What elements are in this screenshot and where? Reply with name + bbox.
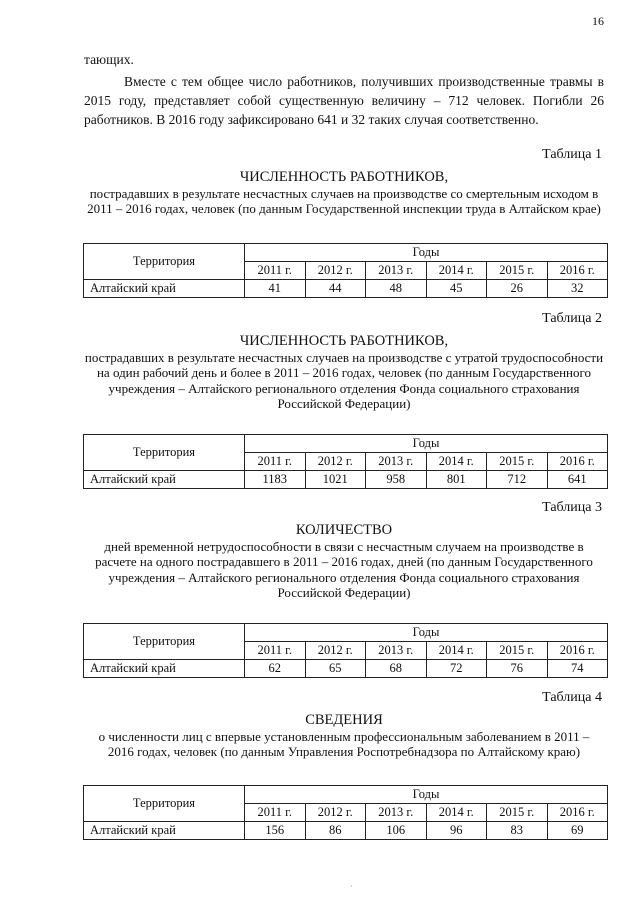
table-4 [83, 785, 608, 840]
year-header: 2015 г. [487, 453, 548, 471]
table-cell: 72 [426, 660, 487, 678]
table-cell: 76 [487, 660, 548, 678]
row-label: Алтайский край [84, 660, 245, 678]
table-cell: 45 [426, 280, 487, 298]
table-3-heading [84, 523, 604, 601]
year-header: 2015 г. [487, 262, 548, 280]
table-cell: 69 [547, 822, 608, 840]
table-1-heading [84, 170, 604, 217]
year-header: 2012 г. [305, 262, 366, 280]
table-4-territory-header: Территория [84, 786, 245, 822]
year-header: 2011 г. [245, 453, 306, 471]
table-4-label: Таблица 4 [542, 690, 602, 705]
table-cell: 83 [487, 822, 548, 840]
table-cell: 958 [366, 471, 427, 489]
table-cell: 32 [547, 280, 608, 298]
year-header: 2015 г. [487, 804, 548, 822]
table-cell: 156 [245, 822, 306, 840]
year-header: 2014 г. [426, 804, 487, 822]
year-header: 2016 г. [547, 804, 608, 822]
table-cell: 712 [487, 471, 548, 489]
table-3-territory-header: Территория [84, 624, 245, 660]
table-1-years-header: Годы [245, 244, 608, 262]
table-2 [83, 434, 608, 489]
table-2-territory-header: Территория [84, 435, 245, 471]
table-cell: 74 [547, 660, 608, 678]
row-label: Алтайский край [84, 822, 245, 840]
table-row [84, 822, 608, 840]
year-header: 2011 г. [245, 804, 306, 822]
year-header: 2016 г. [547, 453, 608, 471]
year-header: 2013 г. [366, 642, 427, 660]
table-cell: 44 [305, 280, 366, 298]
year-header: 2012 г. [305, 453, 366, 471]
table-2-heading [84, 334, 604, 412]
year-header: 2016 г. [547, 642, 608, 660]
table-2-subtitle: пострадавших в результате несчастных случаев на производстве с утратой трудоспособности на один рабочий день и более в 2011 – 2016 годах, человек (по данным Государственного учреждения – Алтайского регионального отделения Фонда социального страхования Российской Федерации) [84, 349, 604, 411]
table-1-subtitle: пострадавших в результате несчастных случаев на производстве со смертельным исходом в 2011 – 2016 годах, человек (по данным Государственной инспекции труда в Алтайском крае) [87, 185, 601, 216]
row-label: Алтайский край [84, 471, 245, 489]
table-1-label: Таблица 1 [542, 147, 602, 162]
table-4-years-header: Годы [245, 786, 608, 804]
table-2-label: Таблица 2 [542, 311, 602, 326]
table-3-title: КОЛИЧЕСТВО [295, 522, 393, 538]
table-cell: 48 [366, 280, 427, 298]
year-header: 2012 г. [305, 642, 366, 660]
table-cell: 41 [245, 280, 306, 298]
row-label: Алтайский край [84, 280, 245, 298]
table-row [84, 660, 608, 678]
table-4-subtitle: о численности лиц с впервые установленным профессиональным заболеванием в 2011 – 2016 годах, человек (по данным Управления Роспотребнадзора по Алтайскому краю) [98, 728, 590, 759]
year-header: 2014 г. [426, 453, 487, 471]
year-header: 2016 г. [547, 262, 608, 280]
intro-paragraph-text: Вместе с тем общее число работников, получивших производственные травмы в 2015 году, представляет собой существенную величину – 712 человек. Погибли 26 работников. В 2016 году зафиксировано 641 и 32 таких случая соответственно. [84, 74, 604, 127]
table-3-subtitle: дней временной нетрудоспособности в связи с несчастным случаем на производстве в расчете на одного пострадавшего в 2011 – 2016 годах, дней (по данным Государственного учреждения – Алтайского регионального отделения Фонда социального страхования Российской Федерации) [95, 538, 593, 600]
table-3-years-header: Годы [245, 624, 608, 642]
year-header: 2011 г. [245, 262, 306, 280]
table-1 [83, 243, 608, 298]
table-cell: 96 [426, 822, 487, 840]
intro-continuation: тающих. [84, 52, 134, 67]
table-4-title: СВЕДЕНИЯ [305, 712, 383, 728]
table-cell: 86 [305, 822, 366, 840]
scan-speck: · [350, 882, 353, 891]
table-cell: 1183 [245, 471, 306, 489]
table-2-title: ЧИСЛЕННОСТЬ РАБОТНИКОВ, [239, 333, 449, 349]
table-cell: 26 [487, 280, 548, 298]
year-header: 2014 г. [426, 262, 487, 280]
table-3-label: Таблица 3 [542, 500, 602, 515]
year-header: 2013 г. [366, 804, 427, 822]
table-cell: 65 [305, 660, 366, 678]
table-3 [83, 623, 608, 678]
table-cell: 801 [426, 471, 487, 489]
year-header: 2013 г. [366, 453, 427, 471]
intro-paragraph [84, 72, 604, 129]
year-header: 2012 г. [305, 804, 366, 822]
table-1-territory-header: Территория [84, 244, 245, 280]
table-cell: 641 [547, 471, 608, 489]
table-row [84, 280, 608, 298]
page-number: 16 [592, 14, 604, 28]
table-row [84, 471, 608, 489]
table-cell: 62 [245, 660, 306, 678]
year-header: 2011 г. [245, 642, 306, 660]
table-1-title: ЧИСЛЕННОСТЬ РАБОТНИКОВ, [239, 169, 449, 185]
year-header: 2015 г. [487, 642, 548, 660]
year-header: 2013 г. [366, 262, 427, 280]
table-cell: 68 [366, 660, 427, 678]
table-cell: 106 [366, 822, 427, 840]
table-4-heading [84, 713, 604, 760]
year-header: 2014 г. [426, 642, 487, 660]
table-cell: 1021 [305, 471, 366, 489]
table-2-years-header: Годы [245, 435, 608, 453]
